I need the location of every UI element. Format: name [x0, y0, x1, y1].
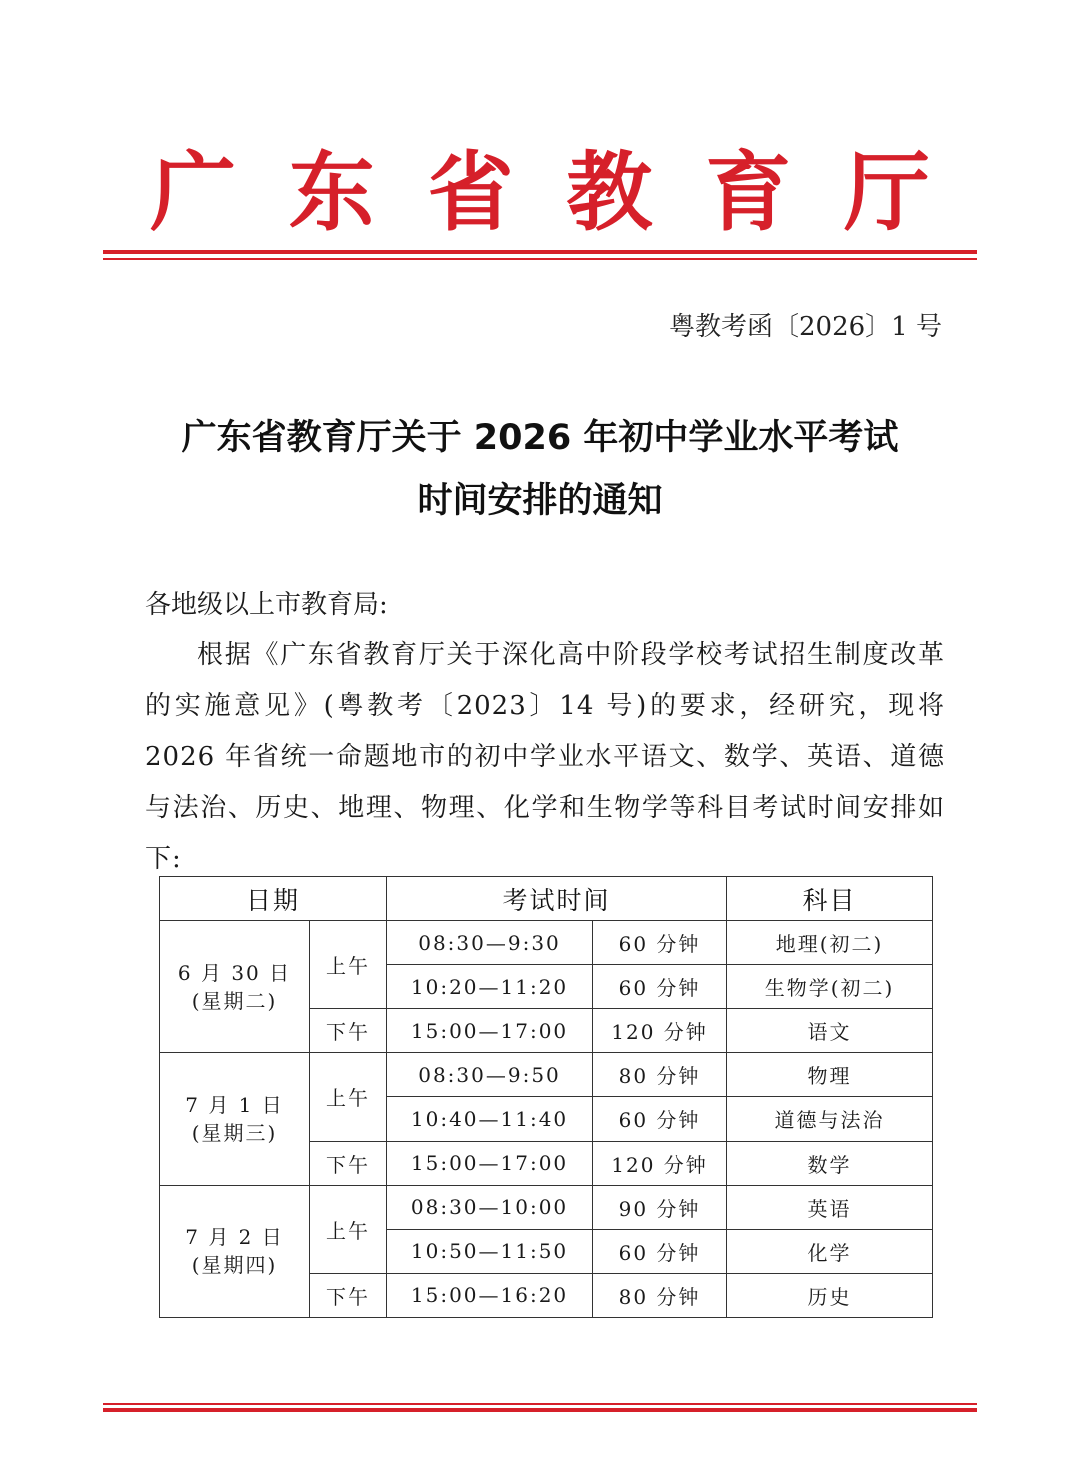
period-cell: 下午: [310, 1009, 387, 1053]
weekday-text: (星期二): [191, 988, 278, 1013]
period-cell: 上午: [310, 1053, 387, 1141]
masthead: [150, 140, 930, 245]
period-cell: 上午: [310, 921, 387, 1009]
document-number: 粤教考函〔2026〕1 号: [669, 312, 942, 342]
time-cell: 15:00—16:20: [387, 1273, 593, 1317]
duration-cell: 60 分钟: [593, 965, 727, 1009]
subject-cell: 化学: [727, 1229, 933, 1273]
header-rule-thick: [103, 250, 977, 254]
footer-rule-thick: [103, 1408, 977, 1412]
masthead-char: 育: [705, 142, 792, 243]
time-cell: 10:50—11:50: [387, 1229, 593, 1273]
time-cell: 10:40—11:40: [387, 1097, 593, 1141]
date-text: 7 月 1 日: [185, 1092, 284, 1117]
header-subject: 科目: [727, 877, 933, 921]
date-cell: [160, 1053, 310, 1185]
table-row: [160, 1053, 933, 1097]
time-cell: 08:30—9:50: [387, 1053, 593, 1097]
duration-cell: 80 分钟: [593, 1053, 727, 1097]
date-cell: [160, 921, 310, 1053]
weekday-text: (星期四): [191, 1253, 278, 1278]
period-cell: 下午: [310, 1141, 387, 1185]
date-text: 6 月 30 日: [177, 960, 292, 985]
footer-rule-thin: [103, 1403, 977, 1405]
subject-cell: 物理: [727, 1053, 933, 1097]
masthead-char: 广: [150, 142, 236, 243]
header-date: 日期: [160, 877, 387, 921]
header-exam-time: 考试时间: [387, 877, 727, 921]
duration-cell: 60 分钟: [593, 921, 727, 965]
period-cell: 上午: [310, 1185, 387, 1273]
period-cell: 下午: [310, 1273, 387, 1317]
time-cell: 15:00—17:00: [387, 1009, 593, 1053]
duration-cell: 90 分钟: [593, 1185, 727, 1229]
notice-title-line1: 广东省教育厅关于 2026 年初中学业水平考试: [181, 418, 899, 458]
weekday-text: (星期三): [191, 1120, 278, 1145]
subject-cell: 地理(初二): [727, 921, 933, 965]
duration-cell: 60 分钟: [593, 1097, 727, 1141]
time-cell: 10:20—11:20: [387, 965, 593, 1009]
time-cell: 15:00—17:00: [387, 1141, 593, 1185]
date-cell: [160, 1185, 310, 1317]
duration-cell: 80 分钟: [593, 1273, 727, 1317]
subject-cell: 英语: [727, 1185, 933, 1229]
masthead-char: 东: [288, 142, 375, 243]
masthead-char: 省: [427, 142, 514, 243]
duration-cell: 120 分钟: [593, 1009, 727, 1053]
subject-cell: 生物学(初二): [727, 965, 933, 1009]
exam-schedule-table: [159, 876, 933, 1318]
masthead-char: 厅: [843, 142, 930, 243]
duration-cell: 120 分钟: [593, 1141, 727, 1185]
subject-cell: 道德与法治: [727, 1097, 933, 1141]
subject-cell: 历史: [727, 1273, 933, 1317]
header-rule-thin: [103, 258, 977, 260]
table-row: [160, 1185, 933, 1229]
subject-cell: 数学: [727, 1141, 933, 1185]
duration-cell: 60 分钟: [593, 1229, 727, 1273]
time-cell: 08:30—10:00: [387, 1185, 593, 1229]
time-cell: 08:30—9:30: [387, 921, 593, 965]
masthead-char: 教: [566, 142, 653, 243]
subject-cell: 语文: [727, 1009, 933, 1053]
date-text: 7 月 2 日: [185, 1225, 284, 1250]
table-header-row: [160, 877, 933, 921]
salutation: 各地级以上市教育局:: [145, 590, 388, 620]
body-paragraph: 根据《广东省教育厅关于深化高中阶段学校考试招生制度改革的实施意见》(粤教考〔2023〕14 号)的要求，经研究，现将 2026 年省统一命题地市的初中学业水平语文、数学、英语、道德与法治、历史、地理、物理、化学和生物学等科目考试时间安排如下:: [145, 640, 945, 874]
table-row: [160, 921, 933, 965]
notice-title-line2: 时间安排的通知: [417, 481, 663, 521]
